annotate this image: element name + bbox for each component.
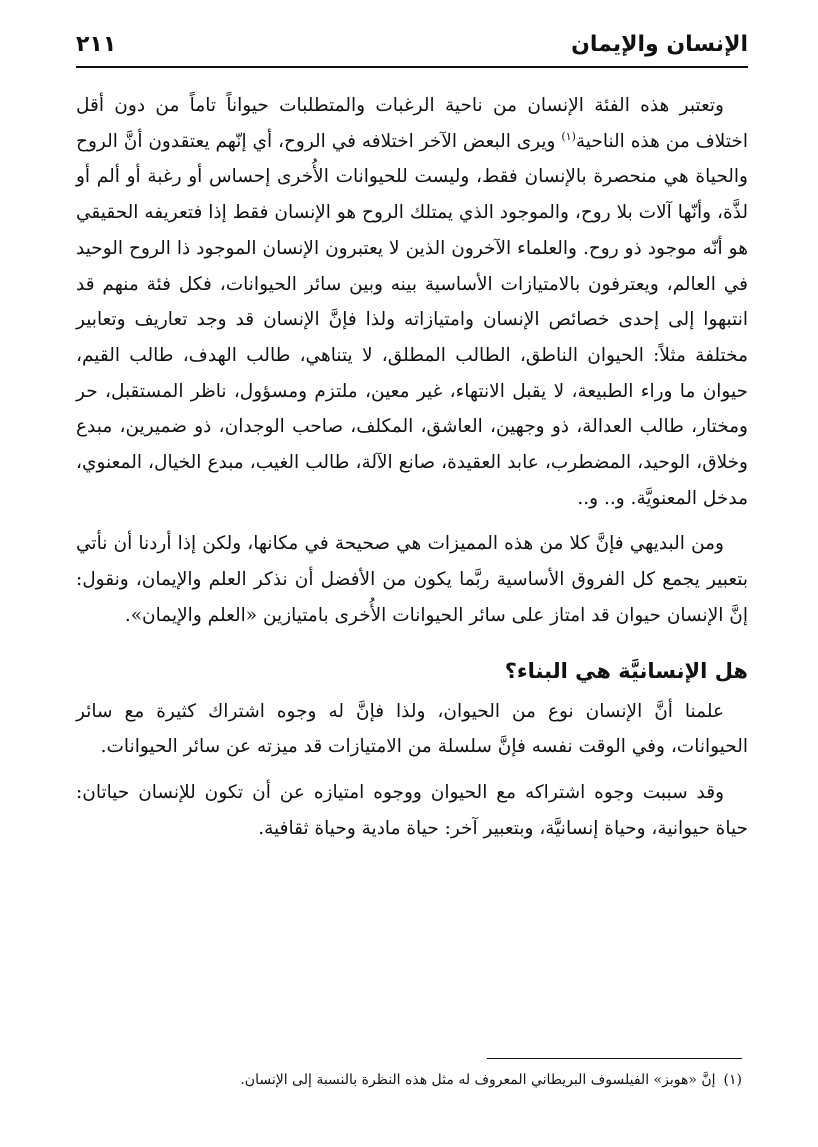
paragraph-1 (76, 88, 748, 516)
footnote-divider (487, 1058, 742, 1059)
paragraph-1-rest: ويرى البعض الآخر اختلافه في الروح، أي إنّهم يعتقدون أنَّ الروح والحياة هي منحصرة بالإنسان فقط، وليست للحيوانات الأُخرى إحساس أو رغبة أو ألم أو لذَّة، وأنّها آلات بلا روح، والموجود الذي يمتلك الروح هو الإنسان فقط إذا فتعريفه الحقيقي هو أنّه موجود ذو روح. والعلماء الآخرون الذين لا يعتبرون الإنسان الموجود ذا الروح الوحيد في العالم، ويعترفون بالامتيازات الأساسية بينه وبين سائر الحيوانات، فكل فئة منهم قد انتبهوا إلى إحدى خصائص الإنسان وامتيازاته ولذا فإنَّ الإنسان قد وجد تعاريف وتعابير مختلفة مثلاً: الحيوان الناطق، الطالب المطلق، لا يتناهي، طالب الهدف، طالب القيم، حيوان ما وراء الطبيعة، لا يقبل الانتهاء، غير معين، ملتزم ومسؤول، ناظر المستقبل، حر ومختار، طالب العدالة، ذو وجهين، العاشق، المكلف، صاحب الوجدان، ذو ضميرين، مبدع وخلاق، الوحيد، المضطرب، عابد العقيدة، صانع الآلة، طالب الغيب، مبدع الخيال، المعنوي، مدخل المعنويَّة. و.. و.. (76, 130, 748, 509)
paragraph-3: علمنا أنَّ الإنسان نوع من الحيوان، ولذا فإنَّ له وجوه اشتراك كثيرة مع سائر الحيوانات، وفي الوقت نفسه فإنَّ سلسلة من الامتيازات قد ميزته عن سائر الحيوانات. (76, 700, 748, 758)
footnote-marker: (١) (723, 1072, 742, 1088)
paragraph-1-start: وتعتبر هذه الفئة الإنسان من ناحية الرغبات والمتطلبات حيواناً تاماً من دون أقل اختلاف من هذه الناحية (76, 95, 748, 152)
paragraph-2: ومن البديهي فإنَّ كلا من هذه المميزات هي صحيحة في مكانها، ولكن إذا أردنا أن نأتي بتعبير يجمع كل الفروق الأساسية ربَّما يكون من الأفضل أن نذكر العلم والإيمان، ونقول: إنَّ الإنسان حيوان قد امتاز على سائر الحيوانات الأُخرى بامتيازين «العلم والإيمان». (76, 533, 748, 626)
page-number: ٢١١ (76, 32, 117, 57)
paragraph-4: وقد سببت وجوه اشتراكه مع الحيوان ووجوه امتيازه عن أن تكون للإنسان حياتان: حياة حيوانية، وحياة إنسانيَّة، وبتعبير آخر: حياة مادية وحياة ثقافية. (76, 781, 748, 839)
body-text (76, 88, 748, 846)
footnote-text: إنَّ «هوبز» الفيلسوف البريطاني المعروف له مثل هذه النظرة بالنسبة إلى الإنسان. (240, 1072, 716, 1088)
running-title: الإنسان والإيمان (571, 32, 748, 57)
running-header (76, 30, 748, 68)
footnote-reference: (١) (561, 129, 576, 143)
section-heading: هل الإنسانيَّة هي البناء؟ (504, 658, 748, 683)
footnote (70, 1068, 742, 1092)
